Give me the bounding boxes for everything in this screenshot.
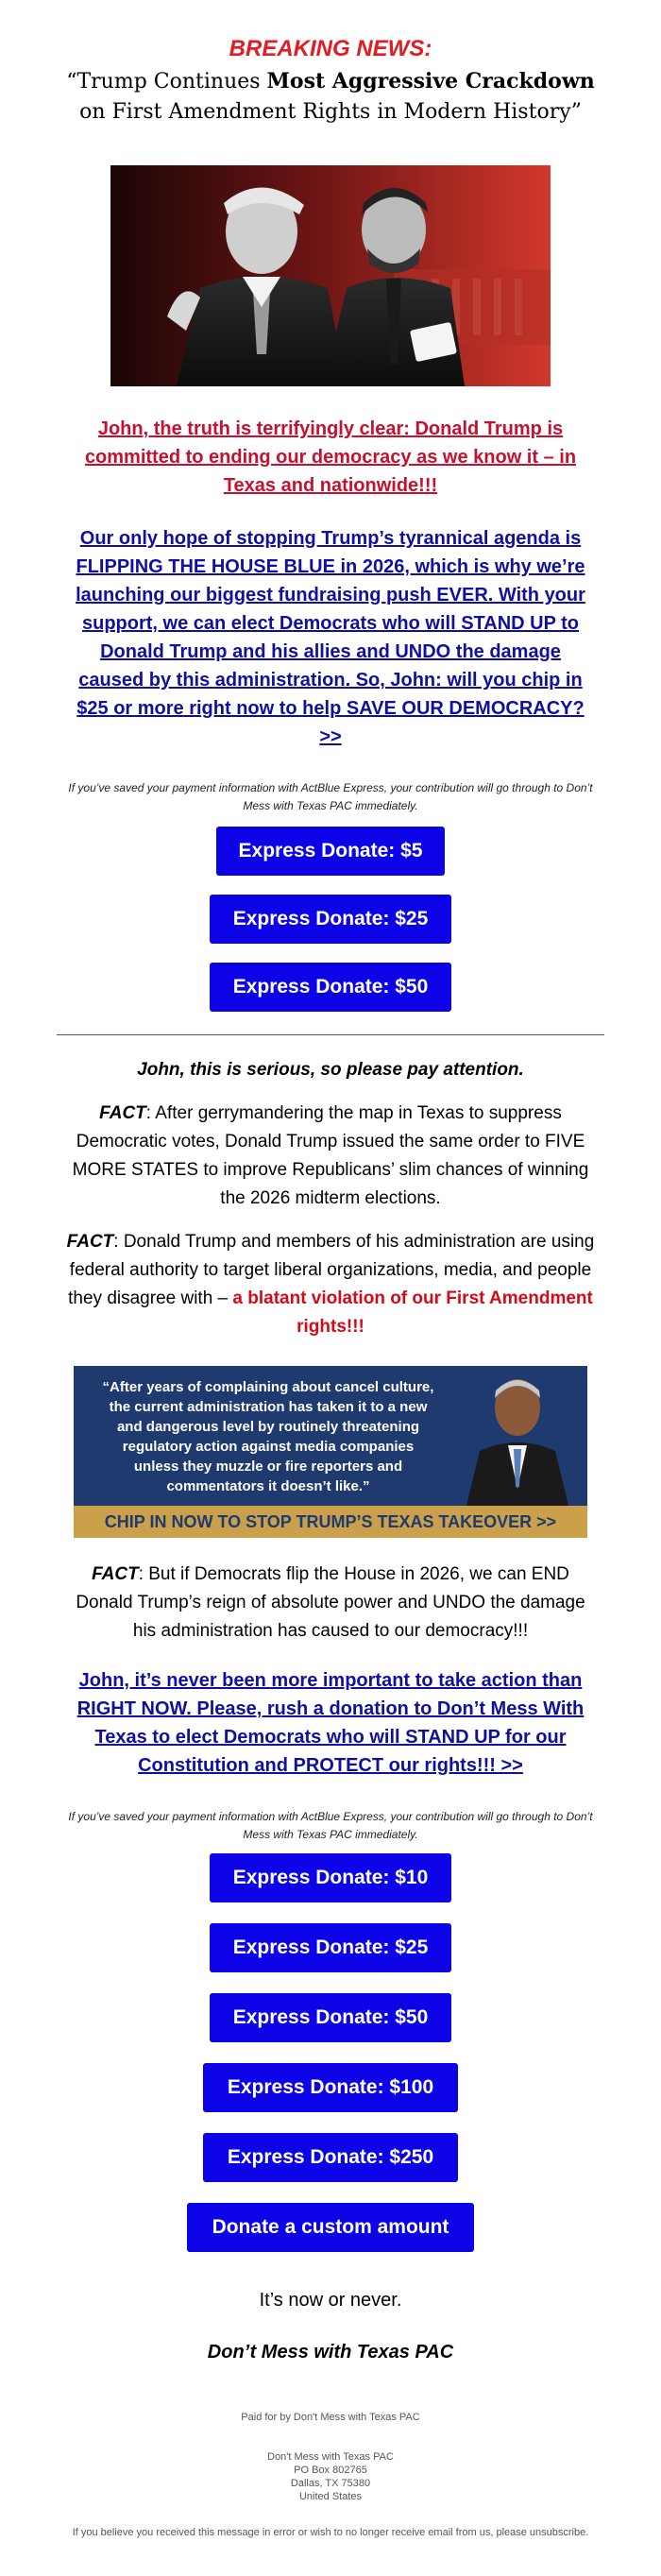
donate-custom-button[interactable]: Donate a custom amount	[187, 2203, 474, 2252]
fact-label: FACT	[99, 1103, 146, 1123]
donate-50-button[interactable]: Express Donate: $50	[210, 963, 451, 1012]
donate-5-button[interactable]: Express Donate: $5	[216, 827, 445, 876]
unsubscribe-line[interactable]: If you believe you received this message in error or wish to no longer receive email from us, please unsubscribe.	[72, 2527, 589, 2538]
fact-text: : But if Democrats flip the House in 2026, we can END Donald Trump’s reign of absolute power and UNDO the damage his administration has caused to our democracy!!!	[76, 1564, 585, 1641]
obama-photo-icon	[448, 1366, 587, 1506]
address-line: PO Box 802765	[294, 2465, 367, 2476]
actblue-disclaimer: If you’ve saved your payment information with ActBlue Express, your contribution will go through to Don’t Mess with Texas PAC immediately.	[68, 781, 593, 812]
breaking-news-label: BREAKING NEWS:	[229, 36, 432, 61]
lead-red-text: John, the truth is terrifyingly clear: Donald Trump is committed to ending our democracy as we know it – in Texas and nationwide!!!	[84, 418, 577, 496]
fact-paragraph	[66, 1561, 595, 1646]
banner-quote: “After years of complaining about cancel culture, the current administration has taken it to a new and dangerous level by routinely threatening regulatory action against media companies unless they muzzle or fire reporters and commentators it doesn’t like.”	[102, 1379, 434, 1494]
trump-vance-photo-icon	[110, 165, 551, 386]
donate-25-button[interactable]: Express Donate: $25	[210, 1923, 451, 1972]
headline-bold: Most Aggressive Crackdown	[266, 69, 595, 94]
fact-red-text: a blatant violation of our First Amendment rights!!!	[232, 1288, 593, 1337]
headline-pre: “Trump Continues	[66, 70, 267, 94]
fact-paragraph	[66, 1100, 595, 1213]
donate-250-button[interactable]: Express Donate: $250	[203, 2133, 458, 2182]
address-line: Don't Mess with Texas PAC	[267, 2451, 394, 2463]
headline-post: on First Amendment Rights in Modern History”	[79, 100, 582, 124]
quote-banner[interactable]	[74, 1366, 587, 1538]
banner-cta-strip[interactable]: CHIP IN NOW TO STOP TRUMP’S TEXAS TAKEOVER >>	[74, 1506, 587, 1538]
fact-label: FACT	[66, 1232, 114, 1252]
serious-heading: John, this is serious, so please pay attention.	[137, 1060, 524, 1080]
fact-text: : After gerrymandering the map in Texas to suppress Democratic votes, Donald Trump issued the same order to FIVE MORE STATES to improve Republicans’ slim chances of winning the 2026 midterm elections.	[72, 1103, 589, 1208]
fact-label: FACT	[92, 1564, 139, 1584]
donate-100-button[interactable]: Express Donate: $100	[203, 2063, 458, 2112]
actblue-disclaimer: If you’ve saved your payment information with ActBlue Express, your contribution will go through to Don’t Mess with Texas PAC immediately.	[68, 1810, 593, 1841]
hero-image[interactable]	[110, 165, 551, 386]
fact-paragraph	[66, 1228, 595, 1341]
paid-for-line: Paid for by Don't Mess with Texas PAC	[241, 2412, 420, 2423]
signature: Don’t Mess with Texas PAC	[207, 2342, 454, 2363]
lead-blue-paragraph	[66, 524, 595, 751]
divider	[57, 1034, 604, 1035]
address-line: Dallas, TX 75380	[290, 2478, 371, 2489]
footer	[66, 2411, 595, 2539]
donate-50-button[interactable]: Express Donate: $50	[210, 1993, 451, 2042]
donate-25-button[interactable]: Express Donate: $25	[210, 895, 451, 944]
address-line: United States	[298, 2491, 363, 2502]
fact-text: : Donald Trump and members of his administration are using federal authority to target liberal organizations, media, and people they disagree with –	[68, 1232, 595, 1308]
headline	[66, 66, 595, 128]
lead-donate-link[interactable]: Our only hope of stopping Trump’s tyrannical agenda is FLIPPING THE HOUSE BLUE in 2026, which is why we’re launching our biggest fundraising push EVER. With your support, we can elect Democrats who will STAND UP to Donald Trump and his allies and UNDO the damage caused by this administration. So, John: will you chip in $25 or more right now to help SAVE OUR DEMOCRACY? >>	[76, 528, 585, 747]
donate-10-button[interactable]: Express Donate: $10	[210, 1853, 451, 1902]
closing-line: It’s now or never.	[259, 2290, 402, 2311]
cta-donate-link[interactable]: John, it’s never been more important to take action than RIGHT NOW. Please, rush a donation to Don’t Mess With Texas to elect Democrats who will STAND UP for our Constitution and PROTECT our rights!!! >>	[76, 1670, 585, 1776]
cta-paragraph	[66, 1666, 595, 1780]
